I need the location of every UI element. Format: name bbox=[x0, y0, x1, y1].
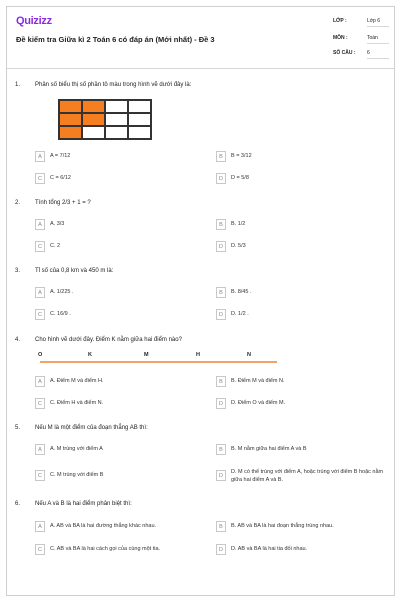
option-letter: C bbox=[35, 398, 45, 409]
option-letter: B bbox=[216, 444, 226, 455]
option-text: C. M trùng với điểm B bbox=[50, 472, 104, 478]
option-text: D. Điểm O và điểm M. bbox=[231, 400, 286, 406]
meta-subject-label: MÔN : bbox=[333, 35, 348, 41]
option-text: A. M trùng với điểm A bbox=[50, 446, 103, 452]
grid-cell bbox=[105, 126, 128, 139]
option-letter: A bbox=[35, 219, 45, 230]
option-letter: A bbox=[35, 151, 45, 162]
point-label: H bbox=[196, 352, 200, 358]
option-letter: C bbox=[35, 470, 45, 481]
point-label: N bbox=[247, 352, 251, 358]
meta-class-label: LỚP : bbox=[333, 18, 347, 24]
option-letter: B bbox=[216, 151, 226, 162]
header bbox=[7, 7, 394, 69]
option-text: B. Điểm M và điểm N. bbox=[231, 378, 285, 384]
worksheet-page bbox=[6, 6, 395, 596]
option-letter: B bbox=[216, 287, 226, 298]
meta-count-value: 6 bbox=[367, 50, 389, 59]
option-text: C = 6/12 bbox=[50, 175, 71, 181]
question-number: 4. bbox=[15, 337, 21, 343]
grid-cell bbox=[105, 100, 128, 113]
option-text: D. 1/2 . bbox=[231, 311, 249, 317]
option-text: C. Điểm H và điểm N. bbox=[50, 400, 104, 406]
fraction-grid bbox=[58, 99, 152, 140]
grid-cell bbox=[105, 113, 128, 126]
option-text: D. M có thể trùng với điểm A, hoặc trùng với điểm B hoặc nằm giữa hai điểm A và B. bbox=[231, 469, 384, 483]
option-letter: B bbox=[216, 521, 226, 532]
question-number: 3. bbox=[15, 268, 21, 274]
question-text: Cho hình vẽ dưới đây. Điểm K nằm giữa hai điểm nào? bbox=[35, 337, 182, 343]
page-title: Đề kiểm tra Giữa kì 2 Toán 6 có đáp án (Mới nhất) - Đề 3 bbox=[16, 35, 215, 44]
grid-cell bbox=[128, 126, 151, 139]
option-text: D. 5/3 bbox=[231, 243, 246, 249]
option-letter: A bbox=[35, 444, 45, 455]
option-letter: D bbox=[216, 398, 226, 409]
option-letter: B bbox=[216, 376, 226, 387]
option-text: A. 3/3 bbox=[50, 221, 65, 227]
grid-cell-shaded bbox=[82, 100, 105, 113]
question-number: 2. bbox=[15, 200, 21, 206]
option-text: B. AB và BA là hai đoạn thẳng trùng nhau. bbox=[231, 523, 334, 529]
question-number: 6. bbox=[15, 501, 21, 507]
option-letter: D bbox=[216, 309, 226, 320]
meta-class-value: Lớp 6 bbox=[367, 18, 389, 27]
option-letter: C bbox=[35, 173, 45, 184]
grid-cell bbox=[82, 126, 105, 139]
grid-cell-shaded bbox=[59, 100, 82, 113]
grid-cell-shaded bbox=[59, 126, 82, 139]
option-text: A. Điểm M và điểm H. bbox=[50, 378, 104, 384]
option-letter: A bbox=[35, 521, 45, 532]
option-text: C. 2 bbox=[50, 243, 61, 249]
option-letter: D bbox=[216, 173, 226, 184]
logo: Quizizz bbox=[16, 15, 52, 27]
point-label: O bbox=[38, 352, 43, 358]
meta-count-label: SỐ CÂU : bbox=[333, 50, 356, 56]
question-text: Tính tổng 2/3 + 1 = ? bbox=[35, 200, 91, 206]
option-letter: B bbox=[216, 219, 226, 230]
grid-cell bbox=[128, 113, 151, 126]
question-text: Phân số biểu thị số phần tô màu trong hình vẽ dưới đây là: bbox=[35, 82, 192, 88]
option-text: B. 1/2 bbox=[231, 221, 246, 227]
option-text: C. 16/9 . bbox=[50, 311, 71, 317]
option-text: D. AB và BA là hai tia đối nhau. bbox=[231, 546, 308, 552]
question-number: 1. bbox=[15, 82, 21, 88]
meta-subject-value: Toán bbox=[367, 35, 389, 44]
grid-cell-shaded bbox=[82, 113, 105, 126]
option-text: A. AB và BA là hai đường thẳng khác nhau. bbox=[50, 523, 157, 529]
option-letter: D bbox=[216, 470, 226, 481]
point-label: M bbox=[144, 352, 149, 358]
option-letter: C bbox=[35, 241, 45, 252]
option-letter: A bbox=[35, 287, 45, 298]
point-label: K bbox=[88, 352, 92, 358]
option-text: A = 7/12 bbox=[50, 153, 71, 159]
option-letter: D bbox=[216, 544, 226, 555]
question-text: Tỉ số của 0,8 km và 450 m là: bbox=[35, 268, 114, 274]
option-letter: D bbox=[216, 241, 226, 252]
question-text: Nếu M là một điểm của đoạn thẳng AB thì: bbox=[35, 425, 148, 431]
grid-cell bbox=[128, 100, 151, 113]
option-letter: A bbox=[35, 376, 45, 387]
number-line bbox=[40, 361, 277, 363]
option-text: B. M nằm giữa hai điểm A và B bbox=[231, 446, 307, 452]
grid-cell-shaded bbox=[59, 113, 82, 126]
option-text: B = 3/12 bbox=[231, 153, 252, 159]
option-text: A. 1/225 . bbox=[50, 289, 74, 295]
option-letter: C bbox=[35, 544, 45, 555]
option-letter: C bbox=[35, 309, 45, 320]
option-text: C. AB và BA là hai cách gọi của cùng một tia. bbox=[50, 546, 161, 552]
option-text: B. 8/45 . bbox=[231, 289, 252, 295]
option-text: D = 5/8 bbox=[231, 175, 249, 181]
question-number: 5. bbox=[15, 425, 21, 431]
question-text: Nếu A và B là hai điểm phân biệt thì: bbox=[35, 501, 132, 507]
